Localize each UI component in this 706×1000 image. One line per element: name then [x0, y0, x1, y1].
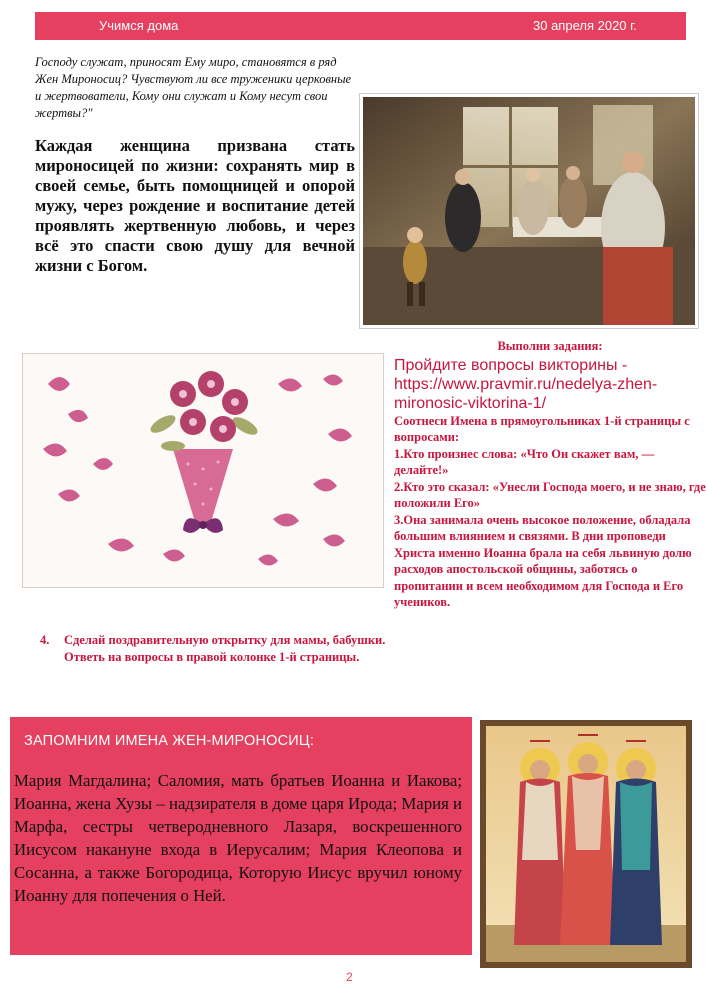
myrrhbearers-icon-image — [480, 720, 692, 968]
page-header — [35, 12, 686, 40]
tasks-instruction: Соотнеси Имена в прямоугольниках 1-й страницы с вопросами: — [394, 413, 690, 444]
question-1: 1.Кто произнес слова: «Что Он скажет вам, — делайте!» — [394, 446, 655, 477]
tasks-title: Выполни задания: — [497, 339, 603, 353]
task-4 — [40, 632, 385, 666]
names-box-text: Мария Магдалина; Саломия, мать братьев Иоанна и Иакова; Иоанна, жена Хузы – надзирателя в доме царя Ирода; Мария и Марфа, сестры четверодневного Лазаря, воскрешенного Иисусом накануне входа в Иерусалим; Мария Клеопова и Сосанна, а также Богородица, Которую Иисус вручил юному Иоанну для попечения о Ней. — [14, 771, 462, 905]
task-4-number: 4. — [40, 633, 50, 647]
quiz-link[interactable]: Пройдите вопросы викторины - https://www.pravmir.ru/nedelya-zhen-mironosic-viktorina-1/ — [394, 356, 658, 412]
task-4-line-1: Сделай поздравительную открытку для мамы, бабушки. — [64, 633, 386, 647]
task-4-line-2: Ответь на вопросы в правой колонке 1-й страницы. — [64, 650, 360, 664]
page-number: 2 — [346, 970, 353, 984]
header-section-title: Учимся дома — [99, 18, 179, 33]
intro-quote: Господу служат, приносят Ему миро, становятся в ряд Жен Мироносиц? Чувствуют ли все труженики церковные и жертвователи, Кому они служат и Кому несут свои жертвы?" — [35, 55, 352, 120]
header-date: 30 апреля 2020 г. — [533, 18, 637, 33]
names-box — [10, 717, 472, 955]
names-box-heading: ЗАПОМНИМ ИМЕНА ЖЕН-МИРОНОСИЦ: — [24, 733, 315, 749]
greeting-card-image — [22, 353, 384, 588]
question-2: 2.Кто это сказал: «Унесли Господа моего, и не знаю, где положили Его» — [394, 479, 706, 510]
tasks-block — [394, 338, 706, 611]
family-painting-image — [360, 94, 698, 328]
question-3: 3.Она занимала очень высокое положение, обладала большим влиянием и связями. В дни проповеди Христа именно Иоанна брала на себя львиную долю расходов апостольской общины, заботясь о пропитании и всем необходимом для Господа и Его учеников. — [394, 512, 692, 609]
lead-paragraph: Каждая женщина призвана стать мироносицей по жизни: сохранять мир в своей семье, быть помощницей и опорой мужу, через рождение и воспитание детей проявлять жертвенную любовь, и через всё это спасти свою душу для вечной жизни с Богом. — [35, 136, 355, 275]
